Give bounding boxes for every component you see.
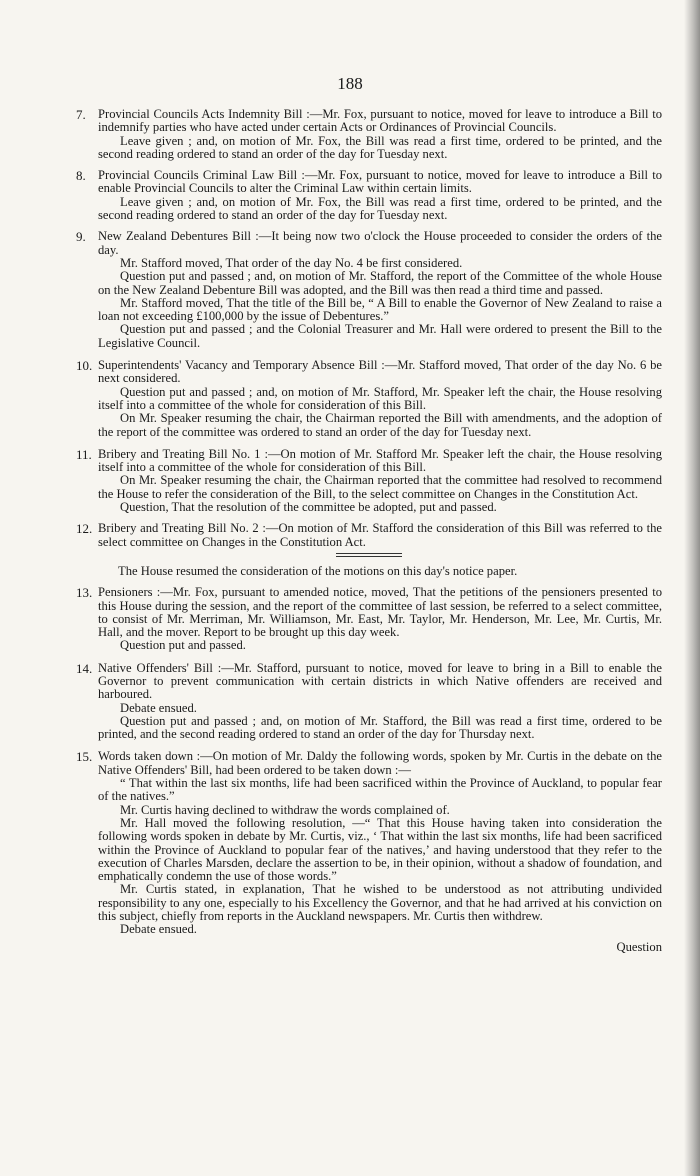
entry-paragraph: Debate ensued.: [120, 700, 197, 715]
entry-number: 12.: [76, 521, 93, 537]
entry-paragraph: Question put and passed ; and, on motion of Mr. Stafford, the Bill was read a first time, ordered to be printed, and the second reading ordered to stand an order of the day for Thursday next.: [98, 713, 662, 742]
entry-13: [76, 586, 662, 652]
entry-number: 10.: [76, 358, 93, 374]
entry-paragraph: Question, That the resolution of the committee be adopted, put and passed.: [120, 500, 497, 515]
entry-number: 9.: [76, 229, 86, 245]
entry-heading: Native Offenders' Bill :—Mr. Stafford, pursuant to notice, moved for leave to bring in a Bill to enable the Governor to prevent communication with certain districts in which Native offenders are received and harboured.: [98, 660, 662, 702]
entry-heading: Provincial Councils Criminal Law Bill :—Mr. Fox, pursuant to notice, moved for leave to introduce a Bill to enable Provincial Councils to alter the Criminal Law within certain limits.: [98, 168, 662, 196]
catchword: Question: [616, 939, 662, 954]
entry-heading: Pensioners :—Mr. Fox, pursuant to amended notice, moved, That the petitions of the pensioners presented to this House during the session, and the report of the committee of last session, be referred to a select committee, to consist of Mr. Merriman, Mr. Williamson, Mr. East, Mr. Taylor, Mr. Henderson, Mr. Lee, Mr. Curtis, Mr. Hall, and the mover. Report to be brought up this day week.: [98, 585, 662, 640]
entry-number: 15.: [76, 749, 93, 765]
entry-paragraph: Leave given ; and, on motion of Mr. Fox, the Bill was read a first time, ordered to be printed, and the second reading ordered to stand an order of the day for Tuesday next.: [98, 133, 662, 161]
entry-12: [76, 522, 662, 549]
entry-quote: “ That within the last six months, life had been sacrificed within the Province of Auckland, to popular fear of the natives.”: [98, 776, 662, 804]
entry-paragraph: Mr. Curtis stated, in explanation, That he wished to be understood as not attributing undivided responsibility to any one, especially to his Excellency the Governor, and that he had arrived at his conviction on this subject, chiefly from reports in the Auckland newspapers. Mr. Curtis then withdrew.: [98, 882, 662, 924]
entry-number: 11.: [76, 446, 92, 462]
page-body: [76, 108, 662, 954]
entry-heading: Provincial Councils Acts Indemnity Bill :—Mr. Fox, pursuant to notice, moved for leave to introduce a Bill to indemnify parties who have acted under certain Acts or Ordinances of Provincial Councils.: [98, 107, 662, 135]
entry-paragraph: Leave given ; and, on motion of Mr. Fox, the Bill was read a first time, ordered to be printed, and the second reading ordered to stand an order of the day for Tuesday next.: [98, 194, 662, 223]
entry-paragraph: On Mr. Speaker resuming the chair, the Chairman reported that the committee had resolved to recommend the House to refer the consideration of the Bill, to the select committee on Changes in the Constitution Act.: [98, 473, 662, 501]
entry-number: 13.: [76, 585, 93, 601]
entry-7: [76, 108, 662, 161]
entry-11: [76, 448, 662, 514]
page-number: 188: [337, 74, 363, 93]
entry-paragraph: Debate ensued.: [120, 922, 197, 937]
entry-paragraph: Question put and passed ; and, on motion of Mr. Stafford, the report of the Committee of the whole House on the New Zealand Debenture Bill was adopted, and the Bill was then read a third time and passed.: [98, 269, 662, 297]
page-edge-shadow: [684, 0, 700, 1176]
entry-heading: New Zealand Debentures Bill :—It being now two o'clock the House proceeded to consider the orders of the day.: [98, 229, 662, 257]
entry-heading: Bribery and Treating Bill No. 1 :—On motion of Mr. Stafford Mr. Speaker left the chair, the House resolving itself into a committee of the whole for consideration of this Bill.: [98, 446, 662, 475]
entry-paragraph: Mr. Stafford moved, That the title of the Bill be, “ A Bill to enable the Governor of New Zealand to raise a loan not exceeding £100,000 by the issue of Debentures.”: [98, 295, 662, 324]
entry-heading: Words taken down :—On motion of Mr. Daldy the following words, spoken by Mr. Curtis in the debate on the Native Offenders' Bill, had been ordered to be taken down :—: [98, 749, 662, 777]
section-divider: [336, 556, 402, 557]
entry-number: 14.: [76, 660, 93, 676]
entry-8: [76, 169, 662, 222]
entry-paragraph: On Mr. Speaker resuming the chair, the Chairman reported the Bill with amendments, and the adoption of the report of the committee was ordered to stand an order of the day for Tuesday next.: [98, 411, 662, 439]
entry-paragraph: Mr. Stafford moved, That order of the day No. 4 be first considered.: [120, 255, 463, 270]
entry-paragraph: Question put and passed ; and the Colonial Treasurer and Mr. Hall were ordered to present the Bill to the Legislative Council.: [98, 322, 662, 350]
resumed-note: The House resumed the consideration of the motions on this day's notice paper.: [118, 563, 518, 578]
entry-paragraph: Question put and passed.: [120, 638, 246, 653]
entry-15: [76, 750, 662, 936]
entry-paragraph: Question put and passed ; and, on motion of Mr. Stafford, Mr. Speaker left the chair, the House resolving itself into a committee of the whole for consideration of this Bill.: [98, 384, 662, 412]
entry-paragraph: Mr. Hall moved the following resolution, —“ That this House having taken into consideration the following words spoken in debate by Mr. Curtis, viz., ‘ That within the last six months, life had been sacrificed within the Province of Auckland to popular fear of the natives,’ and having understood that they refer to the execution of Charles Marsden, declare the assertion to be, in their opinion, without a shadow of foundation, and emphatically condemn the use of those words.”: [98, 815, 662, 884]
entry-10: [76, 359, 662, 439]
entry-number: 7.: [76, 107, 86, 122]
entry-heading: Superintendents' Vacancy and Temporary Absence Bill :—Mr. Stafford moved, That order of the day No. 6 be next considered.: [98, 358, 662, 386]
entry-heading: Bribery and Treating Bill No. 2 :—On motion of Mr. Stafford the consideration of this Bill was referred to the select committee on Changes in the Constitution Act.: [98, 521, 662, 549]
entry-9: [76, 230, 662, 350]
entry-paragraph: Mr. Curtis having declined to withdraw the words complained of.: [120, 802, 450, 817]
section-divider: [336, 553, 402, 554]
entry-number: 8.: [76, 168, 86, 184]
entry-14: [76, 662, 662, 742]
